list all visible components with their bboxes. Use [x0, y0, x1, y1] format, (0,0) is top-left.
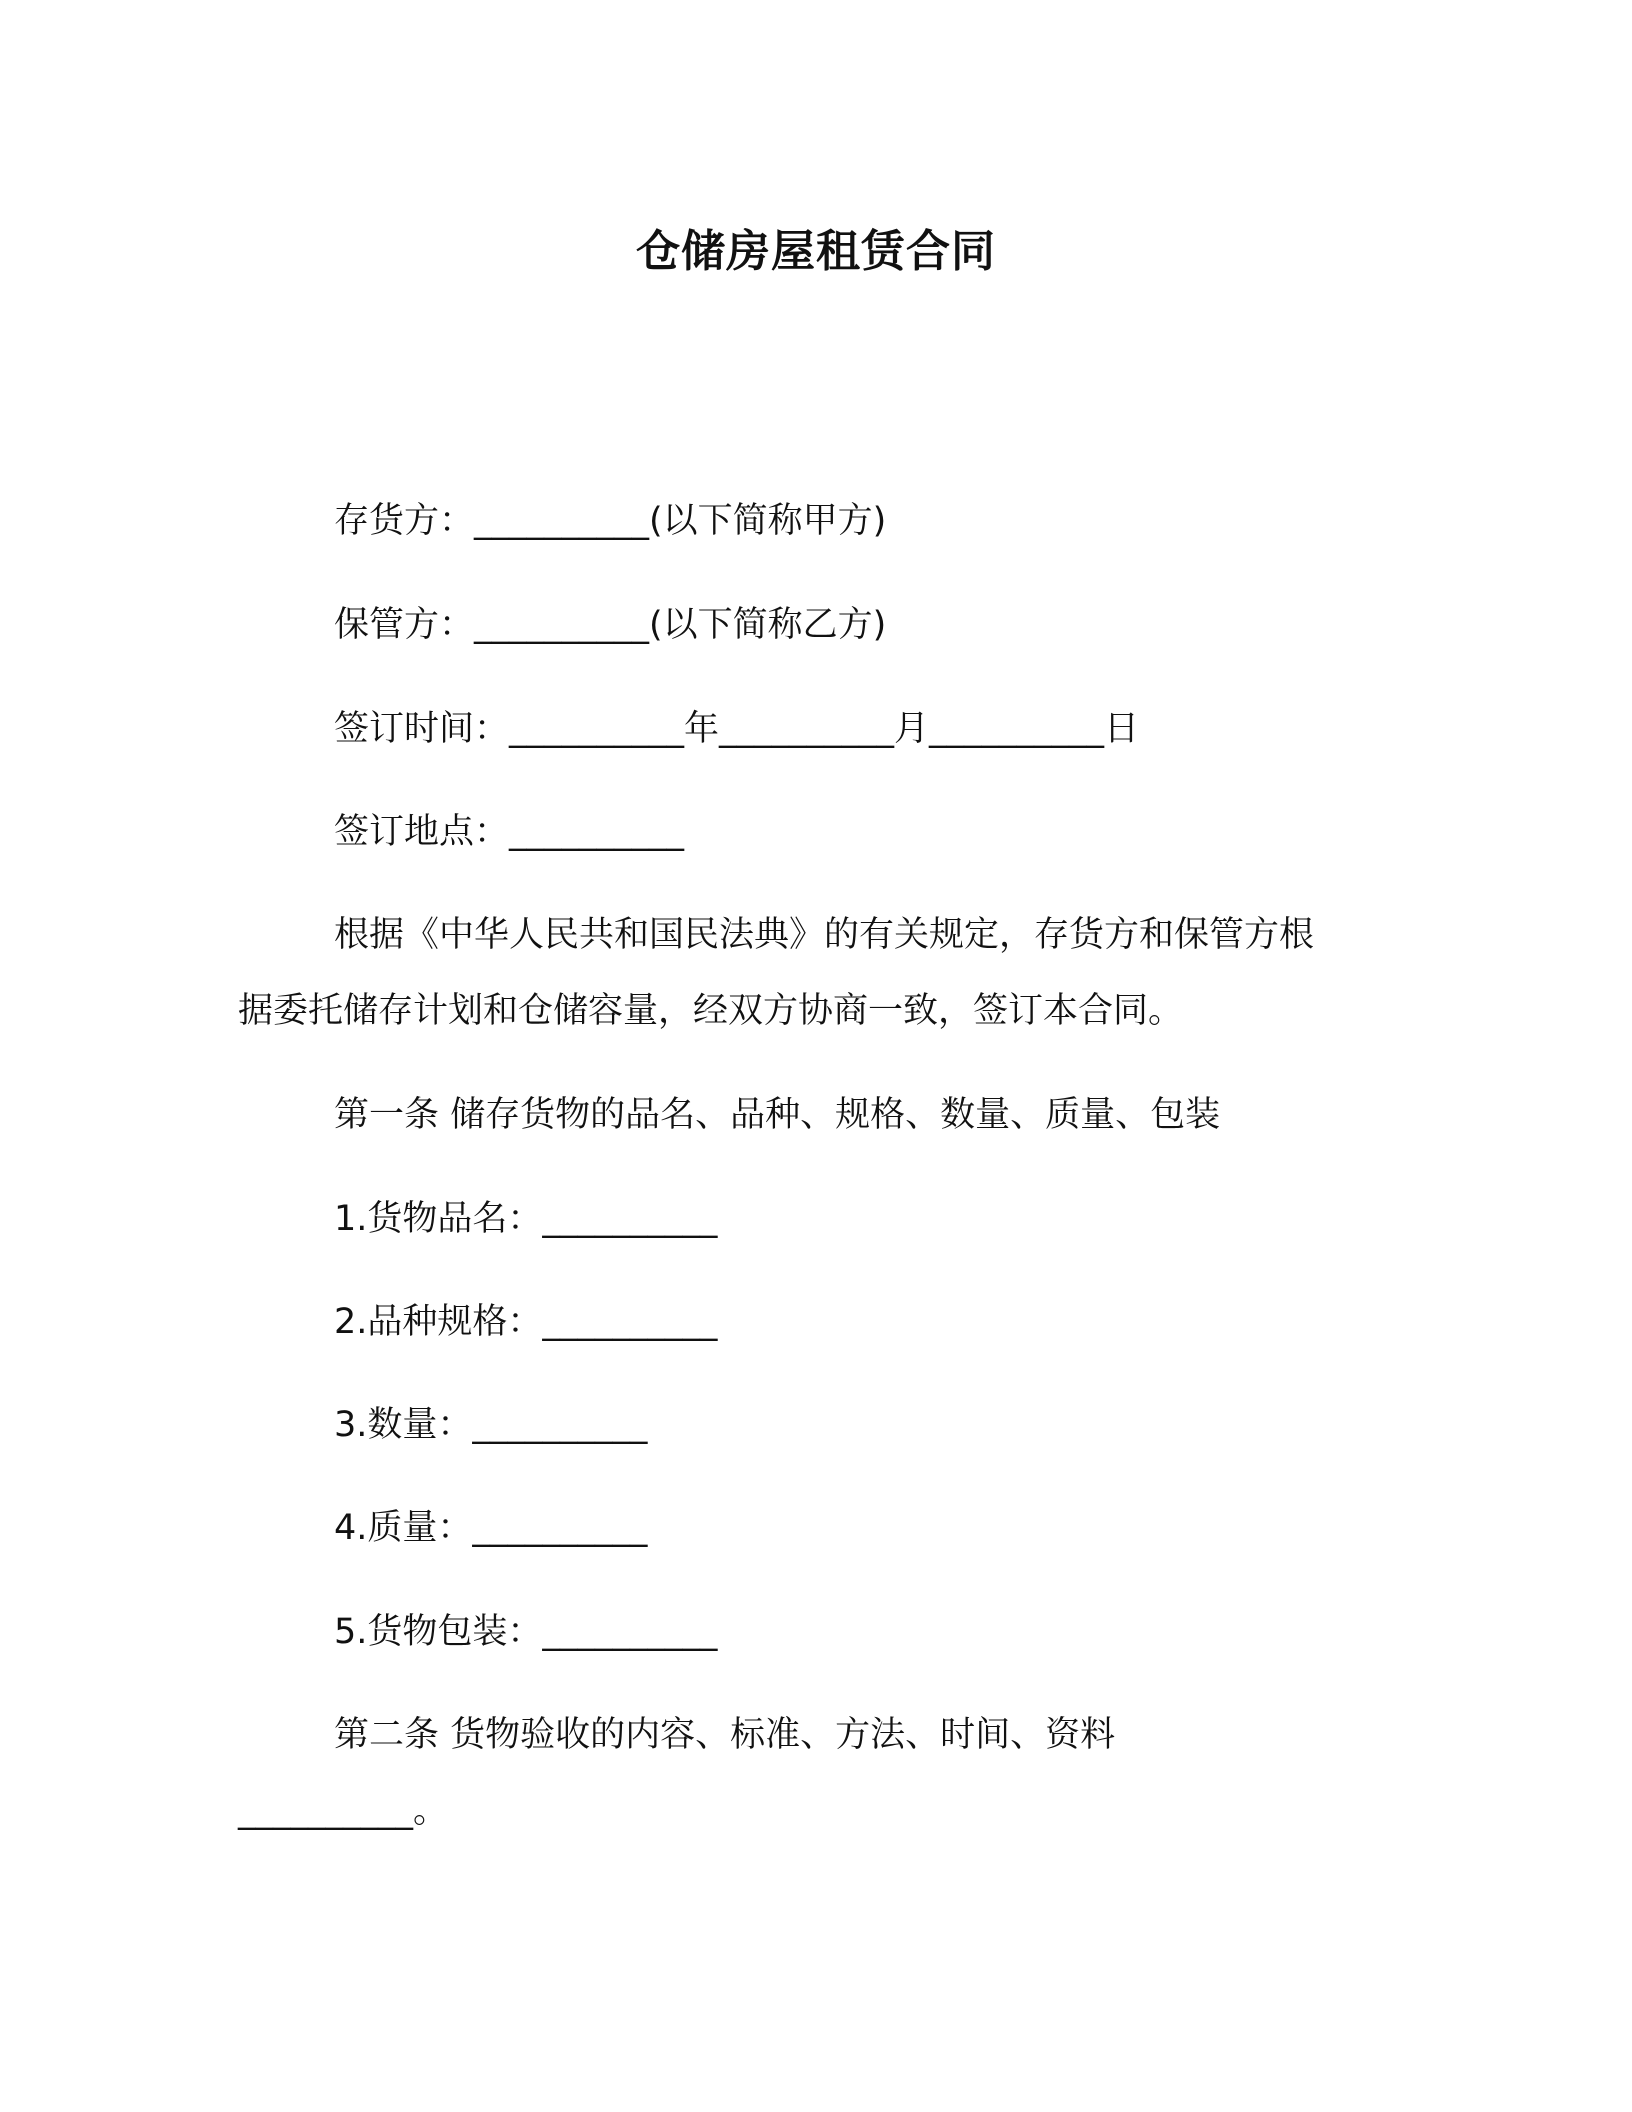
item-packaging: 5.货物包装：__________ [334, 1612, 718, 1652]
custodian-line: 保管方：__________(以下简称乙方) [334, 605, 887, 645]
document-title: 仓储房屋租赁合同 [636, 226, 996, 277]
item-goods-name: 1.货物品名：__________ [334, 1199, 718, 1239]
item-variety-spec: 2.品种规格：__________ [334, 1302, 718, 1342]
article-one-heading: 第一条 储存货物的品名、品种、规格、数量、质量、包装 [334, 1095, 1221, 1135]
item-quantity: 3.数量：__________ [334, 1405, 648, 1445]
preamble-line-1: 根据《中华人民共和国民法典》的有关规定，存货方和保管方根 [334, 915, 1315, 955]
signing-place-line: 签订地点：__________ [334, 812, 685, 852]
signing-date-line: 签订时间：__________年__________月__________日 [334, 709, 1140, 749]
preamble-line-2: 据委托储存计划和仓储容量，经双方协商一致，签订本合同。 [238, 991, 1184, 1031]
article-two-heading: 第二条 货物验收的内容、标准、方法、时间、资料 [334, 1715, 1116, 1755]
article-two-continuation: __________。 [238, 1791, 449, 1831]
item-quality: 4.质量：__________ [334, 1508, 648, 1548]
depositor-line: 存货方：__________(以下简称甲方) [334, 501, 887, 541]
